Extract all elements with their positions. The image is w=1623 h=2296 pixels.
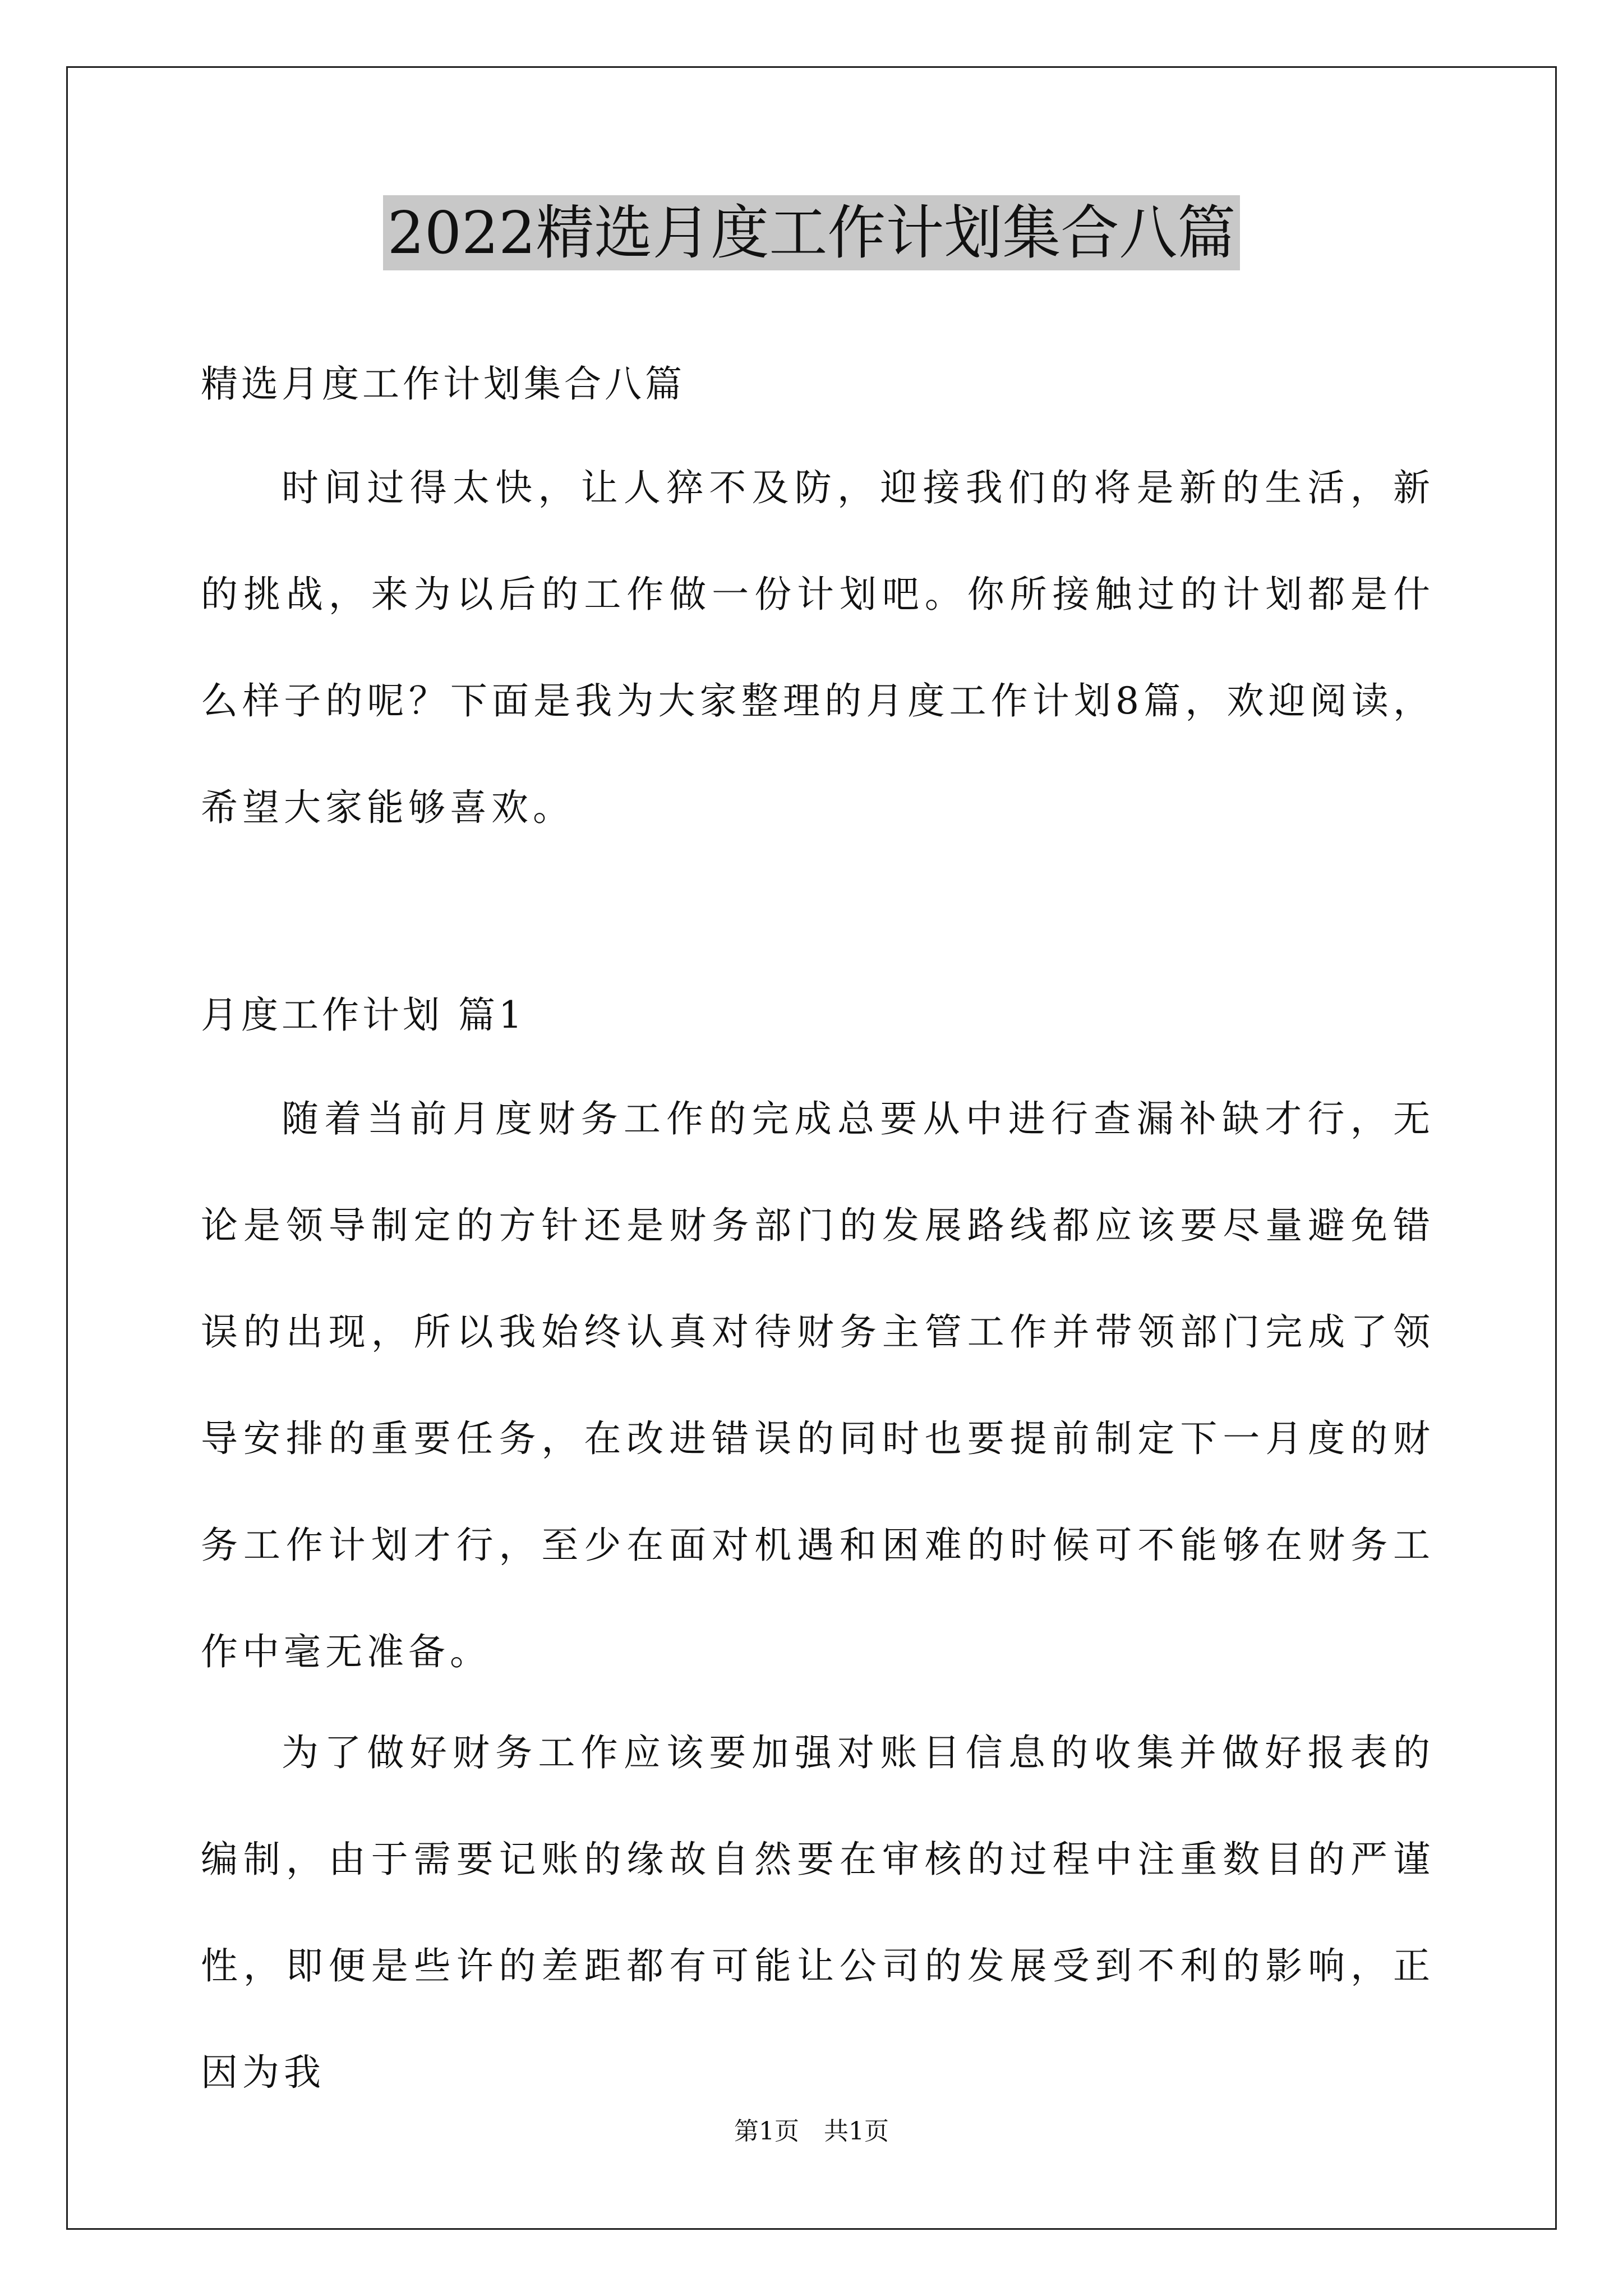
- section-heading-block: [201, 962, 1435, 1069]
- body-paragraph-2: 为了做好财务工作应该要加强对账目信息的收集并做好报表的编制，由于需要记账的缘故自然要在审核的过程中注重数目的严谨性，即便是些许的差距都有可能让公司的发展受到不利的影响，正因为我: [201, 1731, 1435, 2094]
- section-heading: 月度工作计划 篇1: [201, 993, 525, 1037]
- page-number: 第1页 共1页: [734, 2117, 889, 2146]
- section-body-1: [201, 1066, 1435, 1705]
- body-paragraph-1: 随着当前月度财务工作的完成总要从中进行查漏补缺才行，无论是领导制定的方针还是财务部门的发展路线都应该要尽量避免错误的出现，所以我始终认真对待财务主管工作并带领部门完成了领导安排的重要任务，在改进错误的同时也要提前制定下一月度的财务工作计划才行，至少在面对机遇和困难的时候可不能够在财务工作中毫无准备。: [201, 1097, 1435, 1673]
- document-subtitle: 精选月度工作计划集合八篇: [201, 362, 685, 406]
- document-title: [0, 191, 1623, 275]
- section-body-2: [201, 1700, 1435, 2126]
- intro-block: [201, 435, 1435, 861]
- intro-paragraph: 时间过得太快，让人猝不及防，迎接我们的将是新的生活，新的挑战，来为以后的工作做一份计划吧。你所接触过的计划都是什么样子的呢？下面是我为大家整理的月度工作计划8篇，欢迎阅读，希望大家能够喜欢。: [201, 466, 1435, 829]
- title-text: 2022精选月度工作计划集合八篇: [383, 195, 1241, 270]
- subtitle-block: [201, 331, 1435, 438]
- page-footer: [0, 2115, 1623, 2148]
